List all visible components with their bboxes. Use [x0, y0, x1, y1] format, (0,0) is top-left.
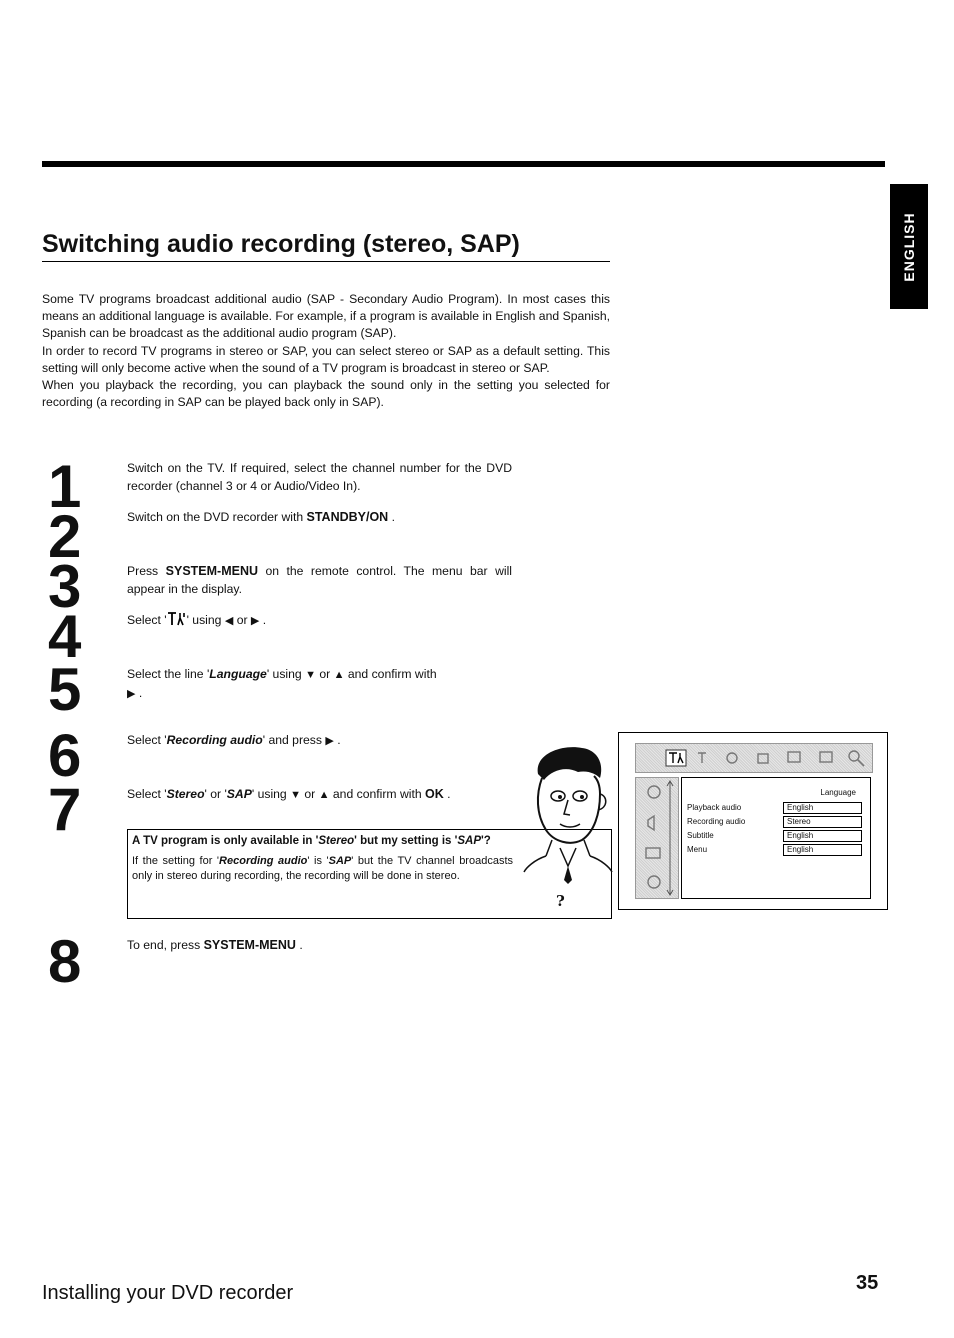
setting-row-recording-audio: Recording audio Stereo — [687, 816, 865, 828]
step-text-5: Select the line 'Language' using ▼ or ▲ and confirm with ▶ . — [127, 667, 437, 700]
menu-screen — [618, 732, 888, 910]
arrow-down-icon: ▼ — [305, 669, 316, 681]
panel-title: Language — [820, 788, 856, 797]
step-number-8: 8 — [48, 928, 80, 995]
intro-paragraph-2: In order to record TV programs in stereo or SAP, you can select stereo or SAP as a default setting. This setting will only become active when the sound of a TV program is broadcast in stereo or SAP. — [42, 343, 610, 375]
language-tab-label: ENGLISH — [901, 211, 917, 282]
arrow-right-icon: ▶ — [250, 615, 260, 627]
step-text-2: Switch on the DVD recorder with STANDBY/ON . — [127, 510, 395, 524]
step-number-2: 2 — [48, 503, 80, 570]
tip-answer: If the setting for 'Recording audio' is 'SAP' but the TV channel broadcasts only in stereo during recording, the recording will be done in stereo. — [132, 855, 513, 882]
arrow-right-icon: ▶ — [325, 735, 334, 747]
step-text-6: Select 'Recording audio' and press ▶ . — [127, 733, 341, 747]
arrow-up-icon: ▲ — [333, 669, 345, 681]
menu-sidebar — [635, 777, 679, 899]
step-text-4: Select ' ' using ◀ or ▶ . — [127, 613, 267, 627]
arrow-left-icon: ◀ — [224, 615, 234, 627]
step-number-6: 6 — [48, 722, 80, 789]
top-rule — [42, 161, 885, 167]
step-text-8: To end, press SYSTEM-MENU . — [127, 938, 303, 952]
language-tab — [890, 184, 928, 309]
intro-text — [42, 291, 610, 411]
step-number-3: 3 — [48, 553, 80, 620]
key-standby-on: STANDBY/ON — [306, 510, 389, 524]
step-number-5: 5 — [48, 656, 80, 723]
step-number-1: 1 — [48, 453, 80, 520]
page-number: 35 — [856, 1272, 879, 1294]
page-title: Switching audio recording (stereo, SAP) — [42, 228, 610, 262]
sidebar-icons — [636, 778, 678, 898]
tip-question: A TV program is only available in 'Stereo' but my setting is 'SAP'? — [132, 835, 491, 847]
key-system-menu: SYSTEM-MENU — [165, 564, 259, 578]
setting-row-menu: Menu English — [687, 844, 865, 856]
step-text-3: Press SYSTEM-MENU on the remote control. The menu bar will appear in the display. — [127, 564, 513, 596]
footer-section-title: Installing your DVD recorder — [42, 1282, 294, 1304]
arrow-right-icon: ▶ — [127, 688, 136, 700]
language-panel — [681, 777, 871, 899]
step-text-1: Switch on the TV. If required, select the channel number for the DVD recorder (channel 3 or 4 or Audio/Video In). — [127, 461, 512, 493]
arrow-down-icon: ▼ — [290, 789, 301, 801]
setting-row-subtitle: Subtitle English — [687, 830, 865, 842]
step-text-7: Select 'Stereo' or 'SAP' using ▼ or ▲ and confirm with OK . — [127, 787, 451, 801]
intro-paragraph-1: Some TV programs broadcast additional audio (SAP - Secondary Audio Program). In most cases this means an additional language is available. For example, if a program is available in English and Spanish, Spanish can be broadcast as the additional audio program (SAP). — [42, 292, 610, 341]
arrow-up-icon: ▲ — [318, 789, 330, 801]
menu-bar-icons — [636, 744, 872, 772]
step-number-4: 4 — [48, 603, 80, 670]
key-system-menu: SYSTEM-MENU — [203, 938, 296, 952]
intro-paragraph-3: When you playback the recording, you can playback the sound only in the setting you selected for recording (a recording in SAP can be played back only in SAP). — [42, 378, 610, 410]
helper-cartoon-icon — [522, 744, 614, 914]
menu-bar — [635, 743, 873, 773]
tip-content — [132, 834, 513, 884]
setting-row-playback-audio: Playback audio English — [687, 802, 865, 814]
tools-icon — [167, 612, 187, 626]
key-ok: OK — [425, 787, 444, 801]
step-number-7: 7 — [48, 776, 80, 843]
cartoon-question-mark: ? — [556, 892, 565, 910]
